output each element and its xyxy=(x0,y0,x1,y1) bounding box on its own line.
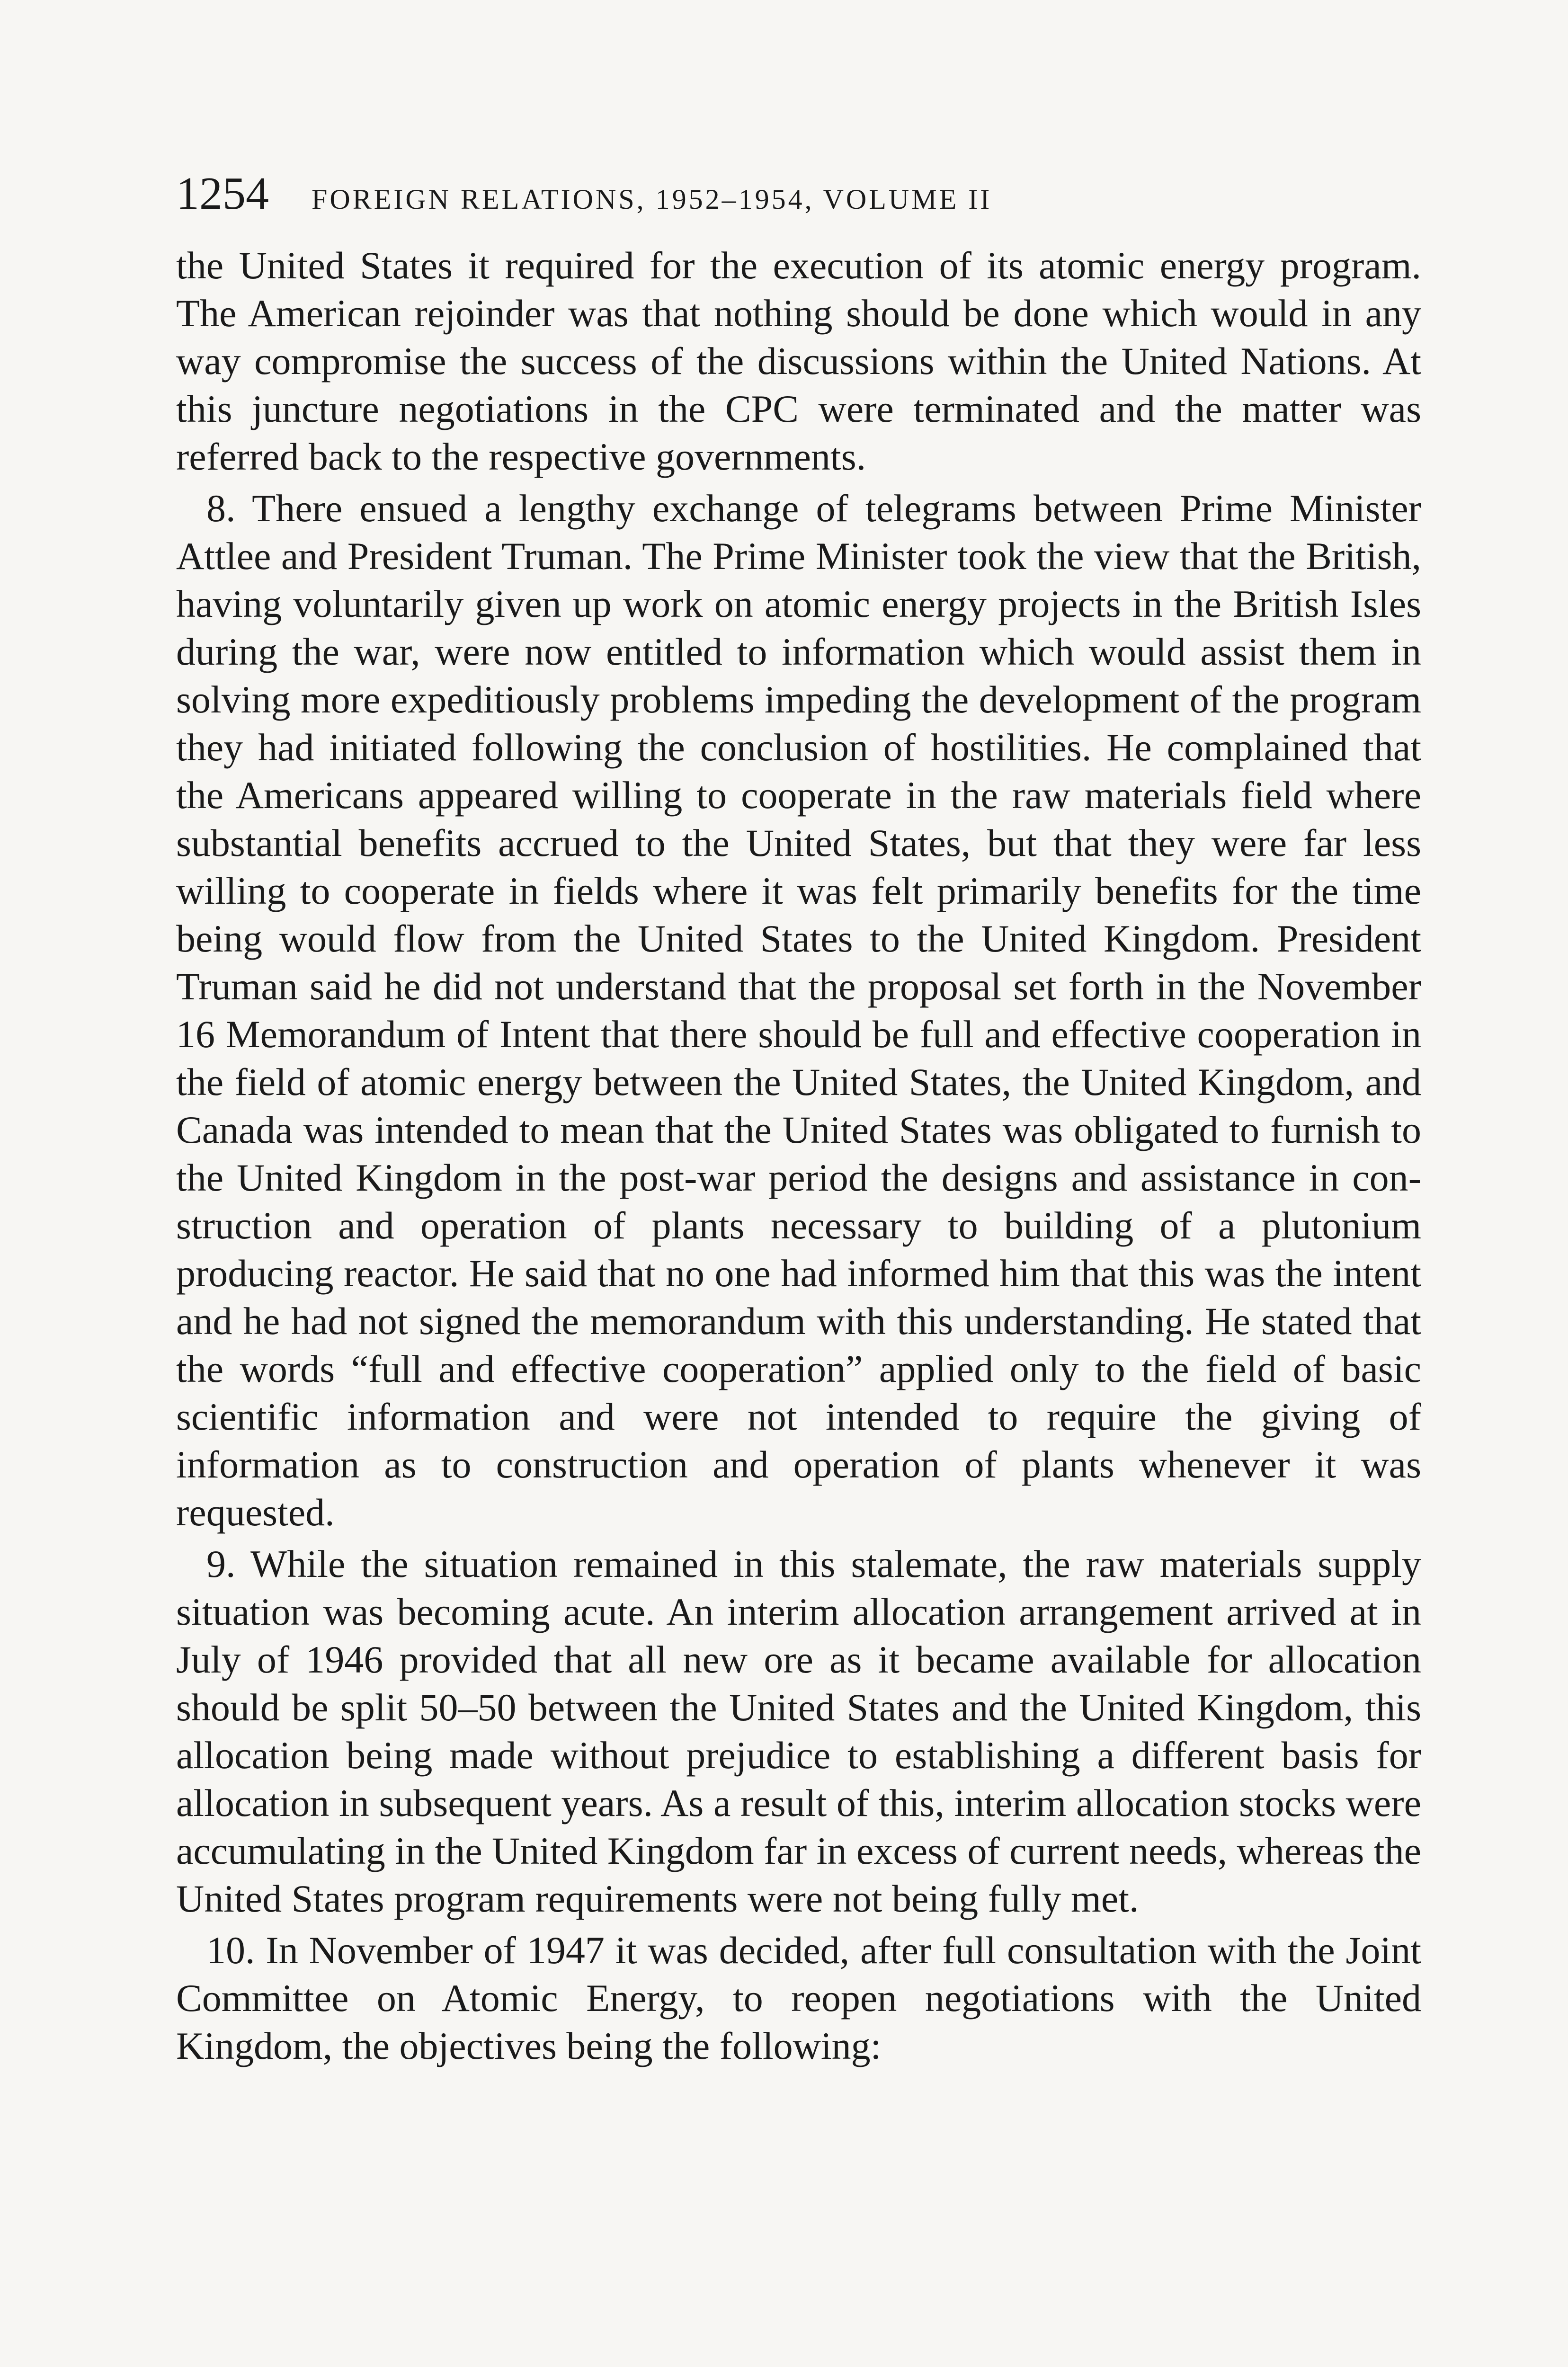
page-number: 1254 xyxy=(176,168,269,219)
paragraph-continued: the United States it required for the execution of its atomic energy program. The American rejoinder was that nothing should be done which would in any way compromise the success of the discussions within the United Nations. At this juncture negotiations in the CPC were terminated and the matter was referred back to the respective governments. xyxy=(176,244,1421,478)
paragraph-8: 8. There ensued a lengthy exchange of telegrams between Prime Minister Attlee and President Truman. The Prime Minister took the view that the British, having voluntarily given up work on atomic energy projects in the British Isles during the war, were now entitled to information which would assist them in solving more expeditiously problems impeding the development of the program they had initiated following the conclusion of hostilities. He complained that the Americans appeared willing to cooperate in the raw materials field where substantial benefits accrued to the United States, but that they were far less willing to cooperate in fields where it was felt primarily benefits for the time being would flow from the United States to the United Kingdom. President Truman said he did not understand that the proposal set forth in the November 16 Memorandum of Intent that there should be full and effective cooperation in the field of atomic energy between the United States, the United Kingdom, and Canada was intended to mean that the United States was obligated to furnish to the United Kingdom in the post-war period the designs and assistance in construction and operation of plants necessary to building of a plutonium producing reactor. He said that no one had informed him that this was the intent and he had not signed the memorandum with this understanding. He stated that the words “full and effective cooperation” applied only to the field of basic scientific information and were not intended to require the giving of information as to construction and operation of plants whenever it was requested. xyxy=(176,487,1421,1534)
body-text xyxy=(176,241,1421,2070)
paragraph-10: 10. In November of 1947 it was decided, after full consultation with the Joint Committee on Atomic Energy, to reopen negotiations with the United Kingdom, the objectives being the following: xyxy=(176,1929,1421,2067)
running-head xyxy=(176,170,1421,241)
document-page xyxy=(176,170,1421,2070)
paragraph-9: 9. While the situation remained in this stalemate, the raw materials supply situation was becoming acute. An interim allocation arrangement arrived at in July of 1946 provided that all new ore as it became available for allocation should be split 50–50 between the United States and the United Kingdom, this allocation being made without prejudice to establishing a different basis for allocation in subsequent years. As a result of this, interim allocation stocks were accumulating in the United Kingdom far in excess of current needs, whereas the United States program requirements were not being fully met. xyxy=(176,1542,1421,1920)
running-title: FOREIGN RELATIONS, 1952–1954, VOLUME II xyxy=(312,184,992,215)
